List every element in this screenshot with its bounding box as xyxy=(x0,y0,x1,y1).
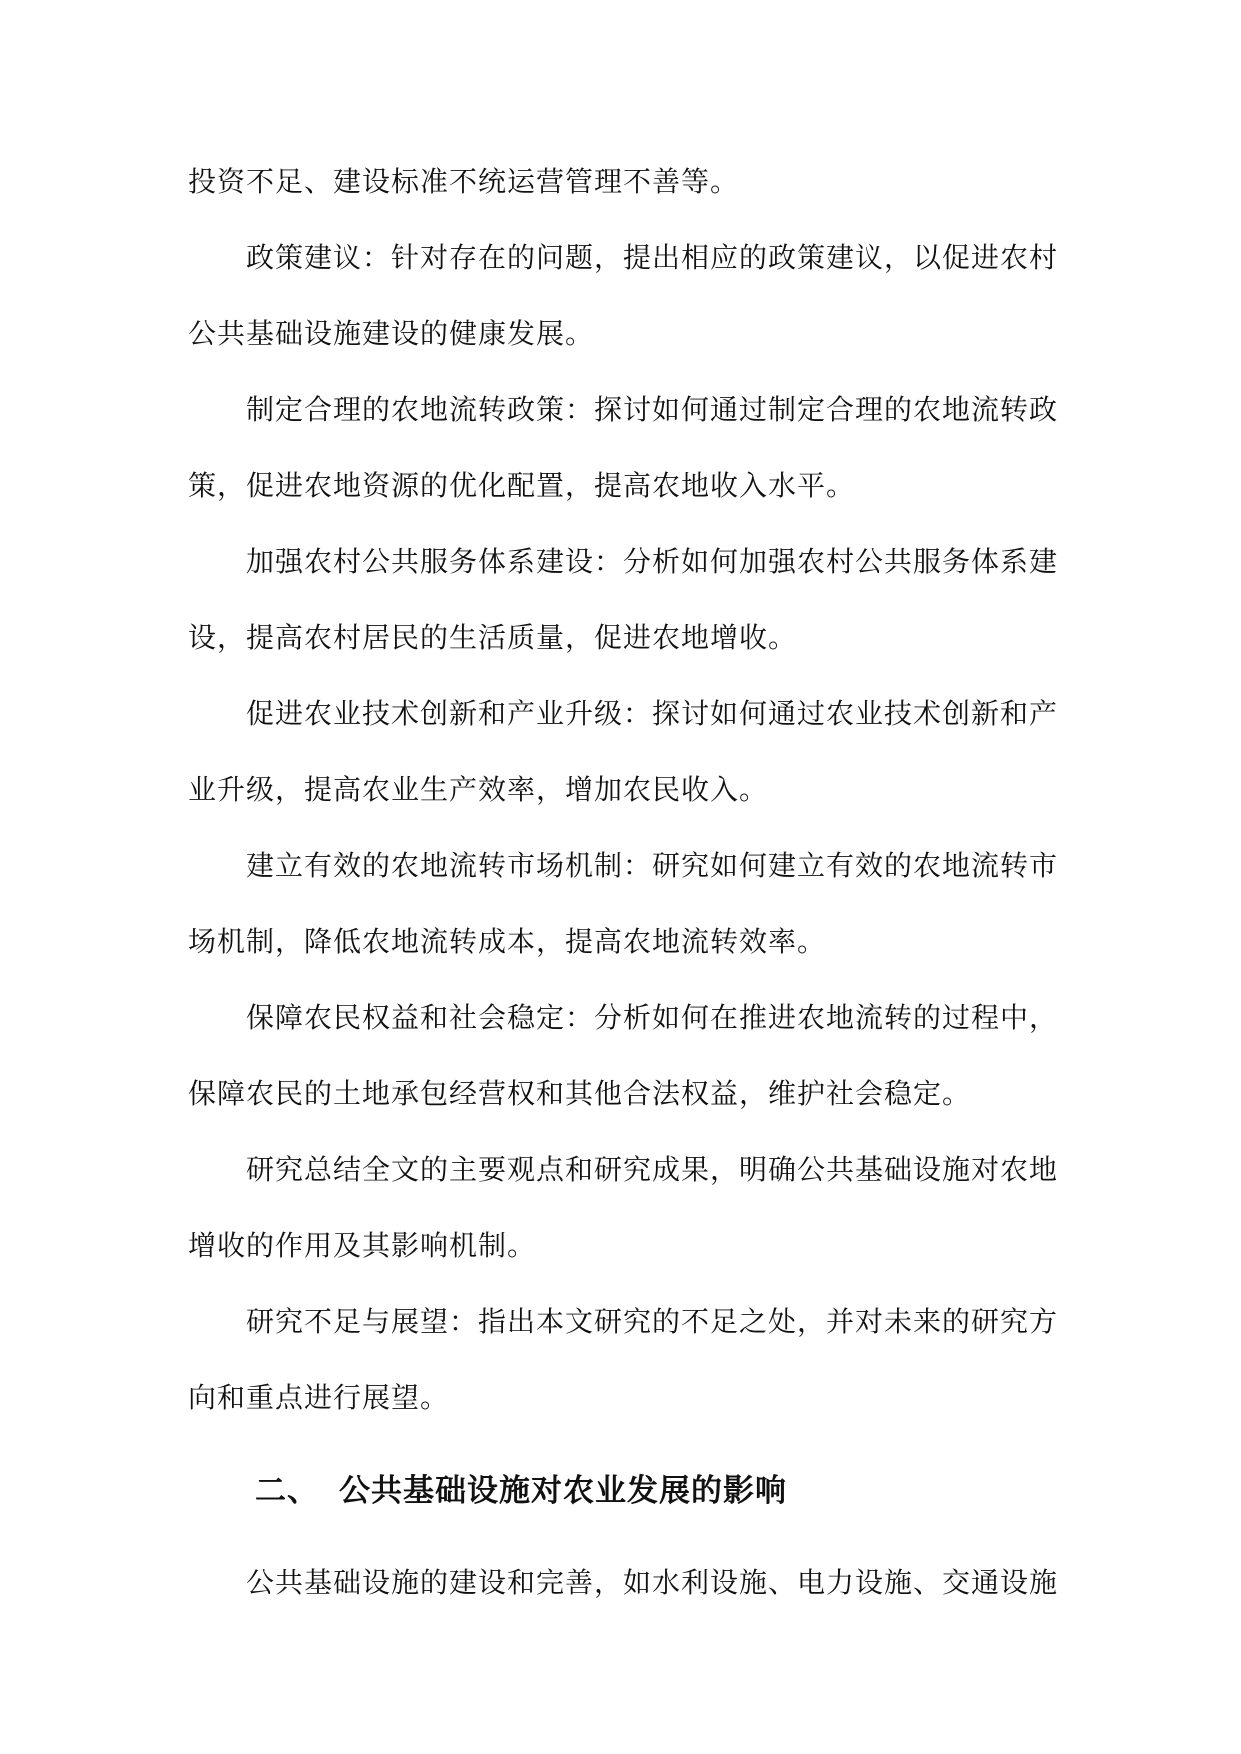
paragraph-market-mechanism: 建立有效的农地流转市场机制：研究如何建立有效的农地流转市场机制，降低农地流转成本，提高农地流转效率。 xyxy=(188,849,1059,958)
paragraph-public-service-system: 加强农村公共服务体系建设：分析如何加强农村公共服务体系建设，提高农村居民的生活质量，促进农地增收。 xyxy=(188,545,1059,654)
paragraph-research-summary: 研究总结全文的主要观点和研究成果，明确公共基础设施对农地增收的作用及其影响机制。 xyxy=(188,1153,1059,1262)
section-title: 公共基础设施对农业发展的影响 xyxy=(339,1473,787,1509)
section-heading xyxy=(255,1465,787,1510)
paragraph-policy-suggestions: 政策建议：针对存在的问题，提出相应的政策建议，以促进农村公共基础设施建设的健康发展。 xyxy=(188,241,1059,350)
paragraph-tech-innovation: 促进农业技术创新和产业升级：探讨如何通过农业技术创新和产业升级，提高农业生产效率，增加农民收入。 xyxy=(188,697,1059,806)
paragraph-land-transfer-policy: 制定合理的农地流转政策：探讨如何通过制定合理的农地流转政策，促进农地资源的优化配置，提高农地收入水平。 xyxy=(188,393,1059,502)
section-number: 二、 xyxy=(255,1473,319,1509)
paragraph-continuation: 投资不足、建设标准不统运营管理不善等。 xyxy=(188,165,740,198)
paragraph-limitations-outlook: 研究不足与展望：指出本文研究的不足之处，并对未来的研究方向和重点进行展望。 xyxy=(188,1305,1059,1414)
body-text xyxy=(188,144,1058,1436)
paragraph-infrastructure-intro: 公共基础设施的建设和完善，如水利设施、电力设施、交通设施 xyxy=(246,1566,1059,1599)
paragraph-farmer-rights: 保障农民权益和社会稳定：分析如何在推进农地流转的过程中，保障农民的土地承包经营权和其他合法权益，维护社会稳定。 xyxy=(188,1001,1059,1110)
section-body xyxy=(188,1545,1058,1621)
